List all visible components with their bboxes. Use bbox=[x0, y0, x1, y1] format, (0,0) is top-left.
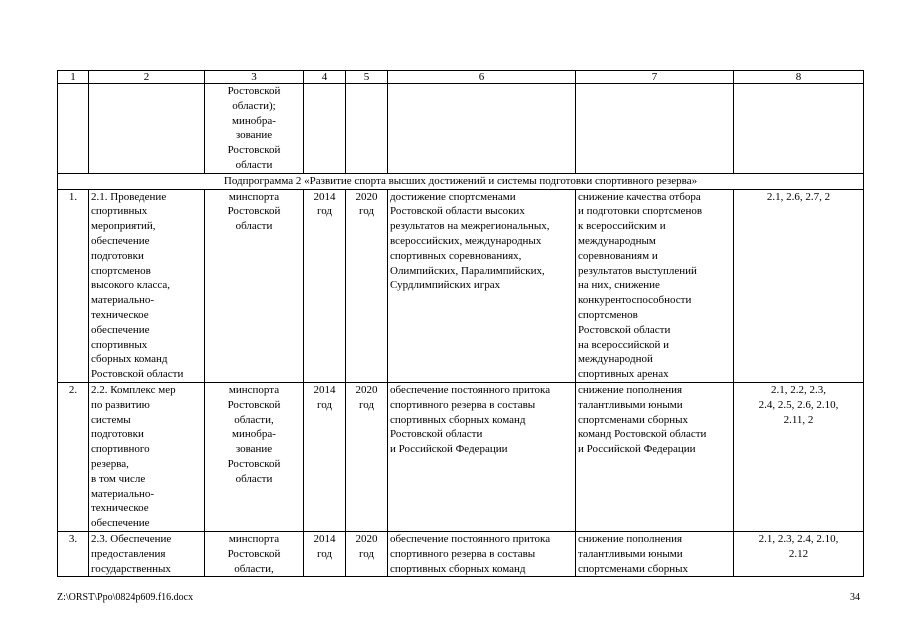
measure-name: 2.1. Проведение спортивных мероприятий, обеспечение подготовки спортсменов высокого класса, материально- техническое обеспечение спортивных сборных команд Ростовской области bbox=[89, 189, 205, 382]
continuation-row bbox=[58, 84, 864, 174]
table-cell bbox=[576, 84, 734, 174]
end-year: 2020 год bbox=[346, 189, 388, 382]
col-num-header: 3 bbox=[205, 71, 304, 84]
subprogram-title: Подпрограмма 2 «Развитие спорта высших достижений и системы подготовки спортивного резерва» bbox=[58, 173, 864, 189]
indicator-links: 2.1, 2.6, 2.7, 2 bbox=[734, 189, 864, 382]
row-number: 3. bbox=[58, 531, 89, 576]
indicator-links: 2.1, 2.2, 2.3, 2.4, 2.5, 2.6, 2.10, 2.11, 2 bbox=[734, 382, 864, 531]
start-year: 2014 год bbox=[304, 531, 346, 576]
table-cell bbox=[304, 84, 346, 174]
measure-name: 2.2. Комплекс мер по развитию системы подготовки спортивного резерва, в том числе материально- техническое обеспечение bbox=[89, 382, 205, 531]
col-num-header: 8 bbox=[734, 71, 864, 84]
indicator-links: 2.1, 2.3, 2.4, 2.10, 2.12 bbox=[734, 531, 864, 576]
col-num-header: 7 bbox=[576, 71, 734, 84]
program-table bbox=[57, 70, 864, 577]
col-num-header: 6 bbox=[388, 71, 576, 84]
measure-name: 2.3. Обеспечение предоставления государственных bbox=[89, 531, 205, 576]
table-cell bbox=[388, 84, 576, 174]
expected-result: обеспечение постоянного притока спортивного резерва в составы спортивных сборных команд bbox=[388, 531, 576, 576]
expected-result: достижение спортсменами Ростовской области высоких результатов на межрегиональных, всероссийских, международных спортивных соревнованиях, Олимпийских, Паралимпийских, Сурдлимпийских играх bbox=[388, 189, 576, 382]
table-cell bbox=[734, 84, 864, 174]
table-row bbox=[58, 531, 864, 576]
table-row bbox=[58, 189, 864, 382]
non-implementation-consequence: снижение качества отбора и подготовки спортсменов к всероссийским и международным соревнованиям и результатов выступлений на них, снижение конкурентоспособности спортсменов Ростовской области на всероссийской и международной спортивных аренах bbox=[576, 189, 734, 382]
col-num-header: 4 bbox=[304, 71, 346, 84]
executor-cell: минспорта Ростовской области, минобра- зование Ростовской области bbox=[205, 382, 304, 531]
row-number: 2. bbox=[58, 382, 89, 531]
col-num-header: 5 bbox=[346, 71, 388, 84]
start-year: 2014 год bbox=[304, 189, 346, 382]
col-num-header: 1 bbox=[58, 71, 89, 84]
column-number-row bbox=[58, 71, 864, 84]
expected-result: обеспечение постоянного притока спортивного резерва в составы спортивных сборных команд Ростовской области и Российской Федерации bbox=[388, 382, 576, 531]
subprogram-row bbox=[58, 173, 864, 189]
row-number: 1. bbox=[58, 189, 89, 382]
end-year: 2020 год bbox=[346, 531, 388, 576]
executor-cell: минспорта Ростовской области, bbox=[205, 531, 304, 576]
col-num-header: 2 bbox=[89, 71, 205, 84]
executor-cell: Ростовской области); минобра- зование Ростовской области bbox=[205, 84, 304, 174]
table-row bbox=[58, 382, 864, 531]
page-number: 34 bbox=[850, 592, 860, 603]
table-cell bbox=[89, 84, 205, 174]
non-implementation-consequence: снижение пополнения талантливыми юными спортсменами сборных команд Ростовской области и Российской Федерации bbox=[576, 382, 734, 531]
executor-cell: минспорта Ростовской области bbox=[205, 189, 304, 382]
non-implementation-consequence: снижение пополнения талантливыми юными спортсменами сборных bbox=[576, 531, 734, 576]
start-year: 2014 год bbox=[304, 382, 346, 531]
footer-file-path: Z:\ORST\Ppo\0824p609.f16.docx bbox=[57, 592, 194, 603]
table-cell bbox=[346, 84, 388, 174]
end-year: 2020 год bbox=[346, 382, 388, 531]
table-cell bbox=[58, 84, 89, 174]
